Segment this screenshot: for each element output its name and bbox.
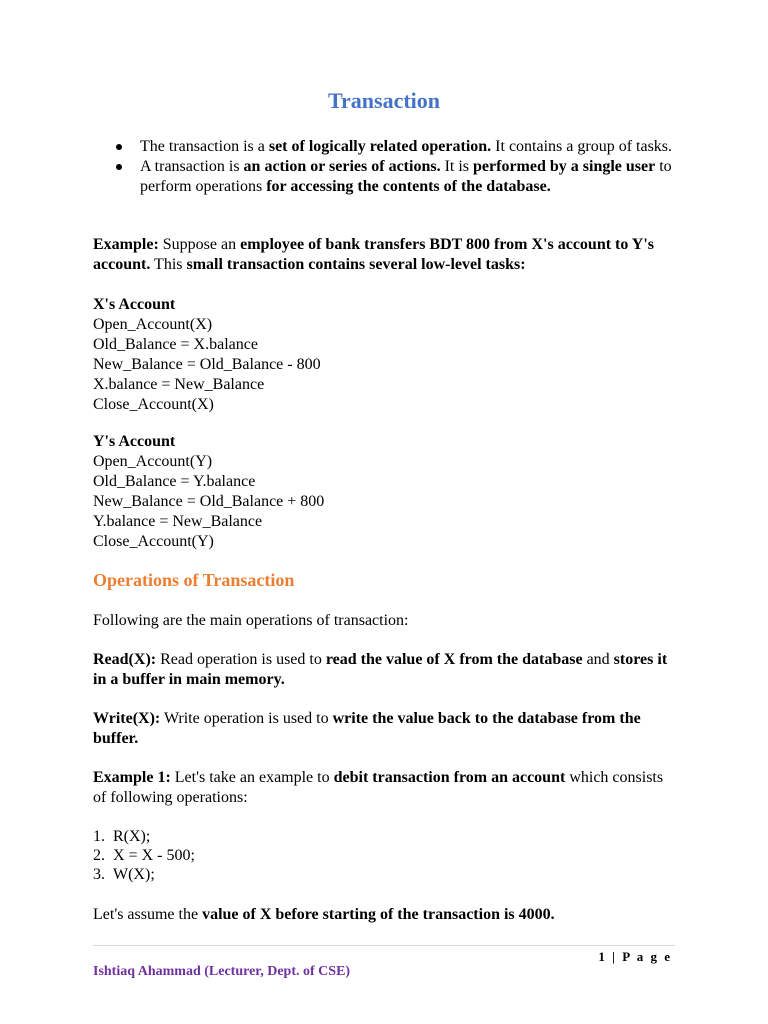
text-run: This <box>150 256 187 273</box>
text-run: and <box>582 651 614 668</box>
bold-text: Example 1: <box>93 769 171 786</box>
step-number: 2. <box>93 847 105 864</box>
step-text: X = X - 500; <box>113 847 195 864</box>
operations-steps <box>93 827 195 884</box>
text-run: Read operation is used to <box>156 651 326 668</box>
example-paragraph <box>93 235 675 275</box>
operations-intro: Following are the main operations of transaction: <box>93 612 409 629</box>
bold-text: for accessing the contents of the database. <box>266 178 551 195</box>
step-item <box>93 846 195 865</box>
code-line: Open_Account(Y) <box>93 453 213 470</box>
bold-text: write the value back to the database from the buffer. <box>93 710 641 747</box>
code-line: X.balance = New_Balance <box>93 376 265 393</box>
page-number: 1 | P a g e <box>598 949 672 964</box>
text-run: Let's assume the <box>93 906 203 923</box>
read-paragraph <box>93 650 675 690</box>
bullet-dot-icon <box>116 144 122 150</box>
code-line: Y.balance = New_Balance <box>93 513 263 530</box>
bold-text: debit transaction from an account <box>333 769 566 786</box>
bold-text: small transaction contains several low-level tasks: <box>186 256 526 273</box>
bold-text: performed by a single user <box>473 158 656 175</box>
text-run: Let's take an example to <box>170 769 334 786</box>
step-text: W(X); <box>113 866 155 883</box>
code-line: Old_Balance = Y.balance <box>93 473 256 490</box>
text-run: which consists of following operations: <box>93 769 664 806</box>
y-account-block <box>93 432 675 552</box>
operations-heading: Operations of Transaction <box>93 570 295 590</box>
text-run: Suppose an <box>158 236 241 253</box>
y-account-heading: Y's Account <box>93 433 176 450</box>
text-run: It is <box>440 158 474 175</box>
bullet-text <box>140 137 675 157</box>
write-paragraph <box>93 709 675 749</box>
step-number: 3. <box>93 866 105 883</box>
step-text: R(X); <box>113 828 151 845</box>
step-number: 1. <box>93 828 105 845</box>
bullet-item <box>93 157 675 197</box>
bullet-item <box>93 137 675 157</box>
bold-text: set of logically related operation. <box>268 138 492 155</box>
bold-text: Read(X): <box>93 651 157 668</box>
bold-text: value of X before starting of the transaction is 4000. <box>202 906 555 923</box>
bullet-list <box>93 137 675 197</box>
text-run: A transaction is <box>140 158 244 175</box>
footer-author: Ishtiaq Ahammad (Lecturer, Dept. of CSE) <box>93 964 351 979</box>
step-item <box>93 865 195 884</box>
step-item <box>93 827 195 846</box>
code-line: Close_Account(Y) <box>93 533 214 550</box>
text-run: Write operation is used to <box>160 710 333 727</box>
text-run: It contains a group of tasks. <box>491 138 673 155</box>
bullet-text <box>140 157 675 197</box>
bold-text: Example: <box>93 236 159 253</box>
code-line: Old_Balance = X.balance <box>93 336 258 353</box>
bold-text: stores it in a buffer in main memory. <box>93 651 668 688</box>
bold-text: employee of bank transfers BDT 800 from X's account to Y's account. <box>93 236 655 273</box>
footer-divider <box>93 945 675 946</box>
text-run: The transaction is a <box>140 138 269 155</box>
example1-paragraph <box>93 768 675 808</box>
bold-text: an action or series of actions. <box>243 158 441 175</box>
bold-text: Write(X): <box>93 710 161 727</box>
x-account-block <box>93 295 675 415</box>
bold-text: read the value of X from the database <box>325 651 583 668</box>
code-line: Open_Account(X) <box>93 316 213 333</box>
assume-paragraph <box>93 905 675 925</box>
page-title: Transaction <box>327 88 441 113</box>
text-run: to perform operations <box>140 158 672 195</box>
code-line: New_Balance = Old_Balance - 800 <box>93 356 321 373</box>
bullet-dot-icon <box>116 164 122 170</box>
code-line: Close_Account(X) <box>93 396 214 413</box>
code-line: New_Balance = Old_Balance + 800 <box>93 493 325 510</box>
x-account-heading: X's Account <box>93 296 176 313</box>
